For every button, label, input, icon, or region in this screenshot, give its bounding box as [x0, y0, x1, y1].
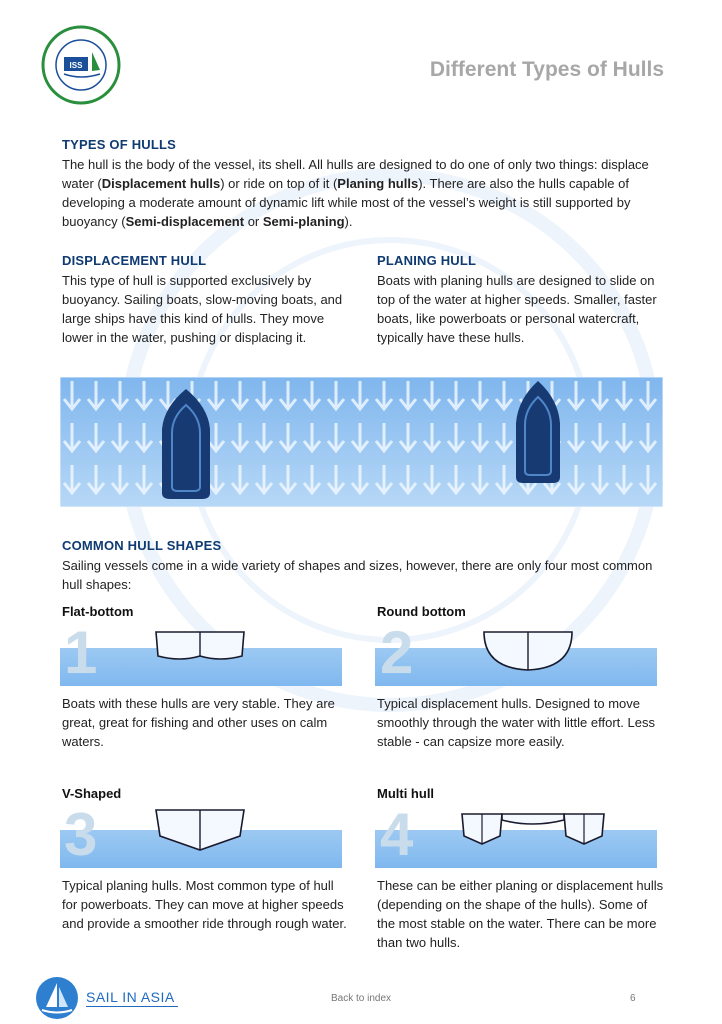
shape-number: 1	[64, 619, 98, 686]
sail-in-asia-logo	[34, 975, 80, 1021]
svg-text:ISS: ISS	[69, 61, 83, 70]
hull-water-illustration	[60, 377, 663, 507]
v-shaped-hull-icon	[150, 806, 250, 856]
types-heading: TYPES OF HULLS	[62, 137, 177, 152]
displacement-text: This type of hull is supported exclusively by buoyancy. Sailing boats, slow-moving boats, and large ships have this kind of hulls. They move lower in the water, pushing or displacing it.	[62, 273, 343, 345]
round-bottom-hull-icon	[478, 628, 578, 674]
shapes-heading: COMMON HULL SHAPES	[62, 538, 222, 553]
footer-divider	[86, 1006, 178, 1007]
shape-title-multi-hull: Multi hull	[377, 786, 435, 801]
shape-number: 4	[380, 801, 414, 868]
shape-text-multi-hull: These can be either planing or displacement hulls (depending on the shape of the hulls). Some of the most stable on the water. There can be more than two hulls.	[377, 878, 664, 950]
page-number: 6	[630, 993, 636, 1004]
footer-brand: SAIL IN ASIA	[86, 989, 175, 1005]
types-paragraph: The hull is the body of the vessel, its shell. All hulls are designed to do one of only two things: displace water (Displacement hulls) or ride on top of it (Planing hulls). There are also the hulls capable of developing a moderate amount of dynamic lift while most of the vessel’s weight is still supported by buoyancy (Semi-displacement or Semi-planing).	[62, 157, 649, 229]
planing-heading: PLANING HULL	[377, 253, 477, 268]
planing-text: Boats with planing hulls are designed to slide on top of the water at higher speeds. Smaller, faster boats, like powerboats or personal watercraft, typically have these hulls.	[377, 273, 657, 345]
shape-title-flat-bottom: Flat-bottom	[62, 604, 134, 619]
multi-hull-icon	[458, 808, 608, 852]
shape-number: 2	[380, 619, 414, 686]
shape-text-round-bottom: Typical displacement hulls. Designed to move smoothly through the water with little effort. Less stable - can capsize more easily.	[377, 696, 655, 749]
issa-logo	[40, 24, 122, 106]
displacement-heading: DISPLACEMENT HULL	[62, 253, 207, 268]
shape-title-v-shaped: V-Shaped	[62, 786, 122, 801]
shape-text-v-shaped: Typical planing hulls. Most common type of hull for powerboats. They can move at higher speeds and provide a smoother ride through rough water.	[62, 878, 347, 931]
back-to-index-link[interactable]: Back to index	[331, 993, 392, 1004]
page-title: Different Types of Hulls	[429, 58, 664, 81]
shape-number: 3	[64, 801, 98, 868]
flat-bottom-hull-icon	[150, 626, 250, 666]
shape-title-round-bottom: Round bottom	[377, 604, 466, 619]
shapes-intro: Sailing vessels come in a wide variety of shapes and sizes, however, there are only four most common hull shapes:	[62, 558, 653, 592]
shape-text-flat-bottom: Boats with these hulls are very stable. They are great, great for fishing and other uses on calm waters.	[62, 696, 335, 749]
